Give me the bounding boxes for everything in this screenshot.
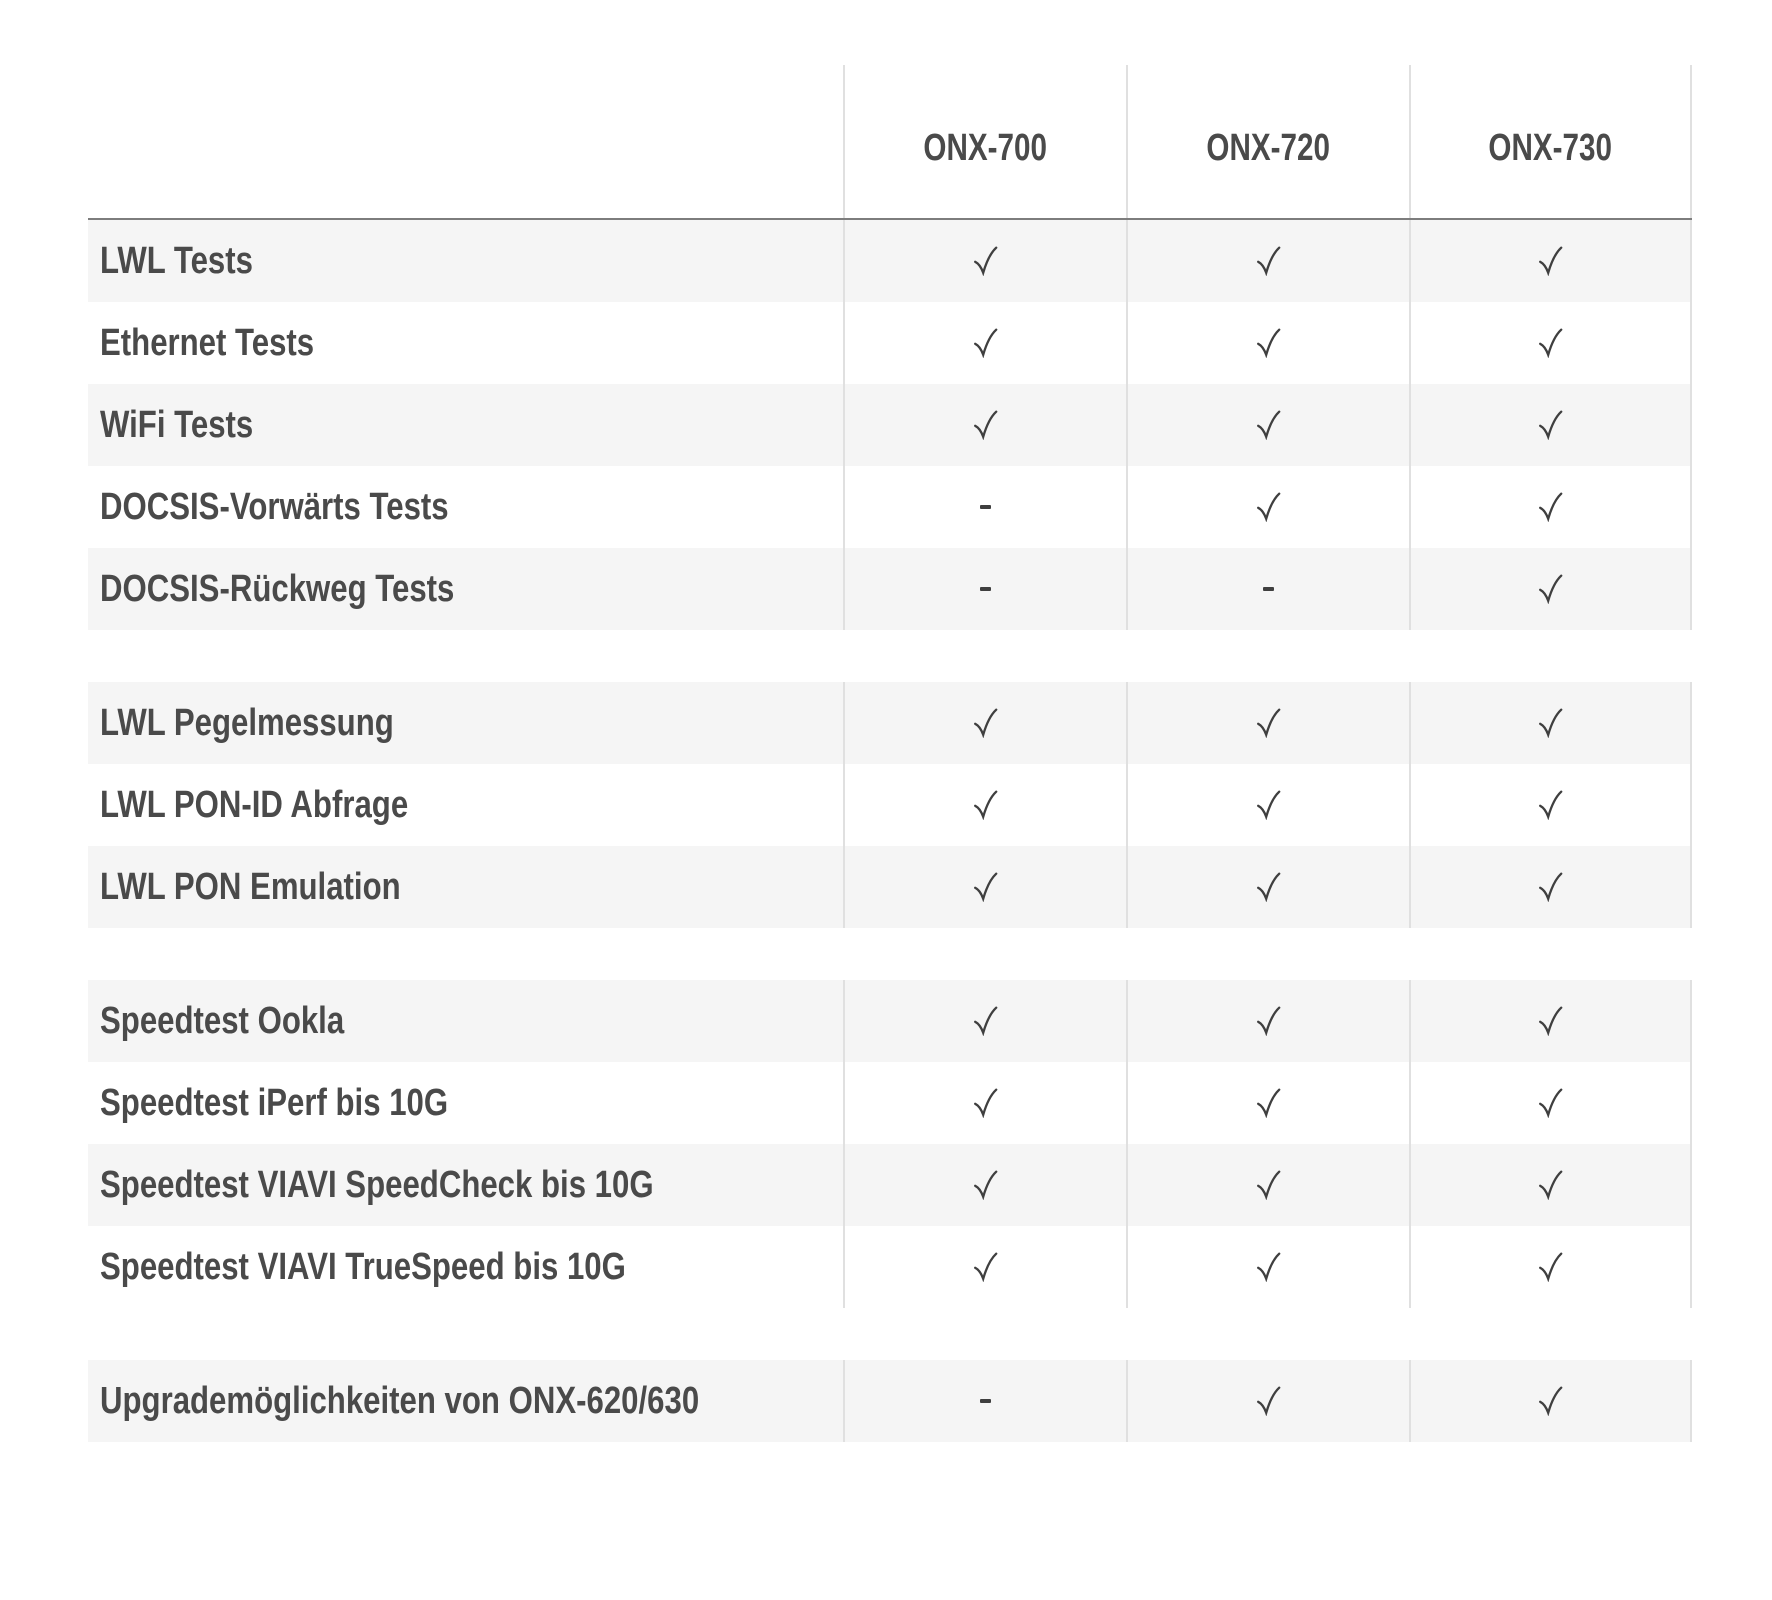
onx-730-cell — [1409, 1360, 1692, 1442]
table-section — [88, 682, 1692, 928]
table-row — [88, 980, 1692, 1062]
dash-icon — [980, 587, 991, 591]
check-icon — [973, 1170, 998, 1200]
check-icon — [973, 328, 998, 358]
onx-720-cell — [1126, 466, 1409, 548]
onx-730-cell — [1409, 1062, 1692, 1144]
onx-700-cell — [843, 764, 1126, 846]
onx-700-cell — [843, 846, 1126, 928]
dash-icon — [980, 1399, 991, 1403]
table-row — [88, 846, 1692, 928]
onx-700-cell — [843, 1144, 1126, 1226]
table-section — [88, 1360, 1692, 1442]
onx-730-cell — [1409, 980, 1692, 1062]
table-row — [88, 1062, 1692, 1144]
check-icon — [1256, 1006, 1281, 1036]
onx-720-cell — [1126, 384, 1409, 466]
onx-720-cell — [1126, 1226, 1409, 1308]
feature-column-spacer — [88, 65, 843, 218]
check-icon — [973, 246, 998, 276]
row-label — [88, 1360, 843, 1442]
onx-730-cell — [1409, 466, 1692, 548]
row-label-text: Speedtest VIAVI TrueSpeed bis 10G — [100, 1245, 626, 1288]
onx-720-cell — [1126, 302, 1409, 384]
onx-730-cell — [1409, 846, 1692, 928]
row-label-text: Speedtest VIAVI SpeedCheck bis 10G — [100, 1163, 654, 1206]
onx-730-cell — [1409, 1226, 1692, 1308]
check-icon — [973, 1088, 998, 1118]
check-icon — [973, 708, 998, 738]
table-body — [88, 220, 1692, 1442]
check-icon — [1538, 246, 1563, 276]
onx-700-cell — [843, 1360, 1126, 1442]
check-icon — [973, 1006, 998, 1036]
check-icon — [973, 1252, 998, 1282]
check-icon — [1538, 1386, 1563, 1416]
check-icon — [1256, 790, 1281, 820]
row-label-text: WiFi Tests — [100, 403, 254, 446]
check-icon — [1538, 1252, 1563, 1282]
row-label-text: Upgrademöglichkeiten von ONX-620/630 — [100, 1379, 700, 1422]
row-label — [88, 682, 843, 764]
column-header-label: ONX-700 — [923, 127, 1048, 169]
onx-720-cell — [1126, 220, 1409, 302]
row-label-text: LWL Tests — [100, 239, 253, 282]
check-icon — [1256, 1088, 1281, 1118]
check-icon — [1256, 328, 1281, 358]
table-section — [88, 980, 1692, 1308]
column-header-label: ONX-720 — [1206, 127, 1331, 169]
check-icon — [1538, 1006, 1563, 1036]
onx-700-cell — [843, 302, 1126, 384]
row-label-text: Speedtest Ookla — [100, 999, 345, 1042]
onx-720-cell — [1126, 1062, 1409, 1144]
check-icon — [1538, 492, 1563, 522]
onx-720-cell — [1126, 1360, 1409, 1442]
onx-720-cell — [1126, 980, 1409, 1062]
table-section — [88, 220, 1692, 630]
check-icon — [1256, 410, 1281, 440]
onx-700-cell — [843, 548, 1126, 630]
table-row — [88, 302, 1692, 384]
check-icon — [1538, 410, 1563, 440]
onx-700-cell — [843, 384, 1126, 466]
table-row — [88, 548, 1692, 630]
column-header-onx-700 — [843, 65, 1126, 218]
row-label-text: DOCSIS-Vorwärts Tests — [100, 485, 449, 528]
row-label — [88, 302, 843, 384]
check-icon — [1256, 1170, 1281, 1200]
table-row — [88, 1144, 1692, 1226]
row-label-text: LWL Pegelmessung — [100, 701, 394, 744]
table-row — [88, 466, 1692, 548]
check-icon — [1538, 574, 1563, 604]
check-icon — [1256, 1252, 1281, 1282]
check-icon — [1538, 1170, 1563, 1200]
onx-700-cell — [843, 220, 1126, 302]
check-icon — [1538, 1088, 1563, 1118]
check-icon — [1256, 872, 1281, 902]
row-label-text: LWL PON-ID Abfrage — [100, 783, 409, 826]
check-icon — [973, 790, 998, 820]
onx-730-cell — [1409, 1144, 1692, 1226]
table-header-row — [88, 65, 1692, 220]
row-label — [88, 764, 843, 846]
dash-icon — [1263, 587, 1274, 591]
onx-700-cell — [843, 466, 1126, 548]
onx-730-cell — [1409, 548, 1692, 630]
table-row — [88, 1360, 1692, 1442]
column-header-label: ONX-730 — [1488, 127, 1613, 169]
check-icon — [1256, 492, 1281, 522]
check-icon — [1538, 328, 1563, 358]
onx-720-cell — [1126, 548, 1409, 630]
row-label — [88, 1062, 843, 1144]
row-label — [88, 220, 843, 302]
row-label-text: DOCSIS-Rückweg Tests — [100, 567, 455, 610]
onx-700-cell — [843, 682, 1126, 764]
dash-icon — [980, 505, 991, 509]
comparison-table — [88, 65, 1692, 1442]
row-label — [88, 466, 843, 548]
onx-730-cell — [1409, 384, 1692, 466]
onx-720-cell — [1126, 1144, 1409, 1226]
table-row — [88, 220, 1692, 302]
row-label-text: LWL PON Emulation — [100, 865, 401, 908]
onx-730-cell — [1409, 220, 1692, 302]
onx-730-cell — [1409, 764, 1692, 846]
check-icon — [973, 410, 998, 440]
row-label — [88, 1144, 843, 1226]
row-label — [88, 384, 843, 466]
row-label-text: Speedtest iPerf bis 10G — [100, 1081, 449, 1124]
check-icon — [1538, 872, 1563, 902]
row-label-text: Ethernet Tests — [100, 321, 315, 364]
check-icon — [973, 872, 998, 902]
check-icon — [1256, 1386, 1281, 1416]
table-row — [88, 764, 1692, 846]
onx-730-cell — [1409, 302, 1692, 384]
onx-700-cell — [843, 1062, 1126, 1144]
row-label — [88, 846, 843, 928]
onx-700-cell — [843, 980, 1126, 1062]
check-icon — [1538, 790, 1563, 820]
row-label — [88, 1226, 843, 1308]
onx-720-cell — [1126, 846, 1409, 928]
check-icon — [1256, 246, 1281, 276]
table-row — [88, 682, 1692, 764]
row-label — [88, 548, 843, 630]
table-row — [88, 384, 1692, 466]
check-icon — [1256, 708, 1281, 738]
onx-720-cell — [1126, 682, 1409, 764]
onx-720-cell — [1126, 764, 1409, 846]
check-icon — [1538, 708, 1563, 738]
onx-700-cell — [843, 1226, 1126, 1308]
row-label — [88, 980, 843, 1062]
table-row — [88, 1226, 1692, 1308]
column-header-onx-720 — [1126, 65, 1409, 218]
onx-730-cell — [1409, 682, 1692, 764]
column-header-onx-730 — [1409, 65, 1692, 218]
